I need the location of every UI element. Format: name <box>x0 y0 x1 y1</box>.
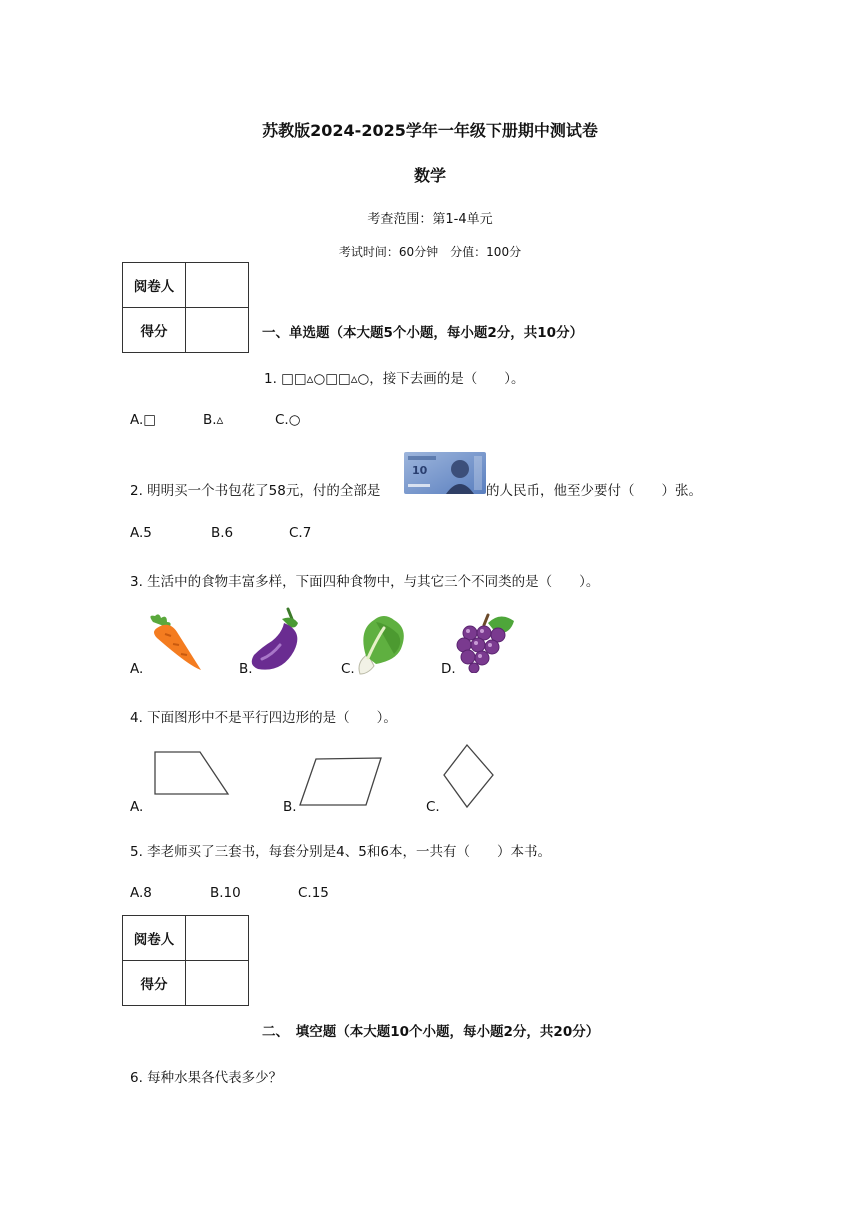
cabbage-icon <box>354 610 408 676</box>
banknote-10-yuan-image <box>404 452 486 494</box>
subject-title: 数学 <box>413 166 446 185</box>
eggplant-icon <box>248 607 306 673</box>
q3-option-a: A. <box>130 661 144 677</box>
reviewer-label: 阅卷人 <box>123 263 186 308</box>
q4-option-b: B. <box>283 799 297 815</box>
banknote-label: 10 <box>412 464 428 477</box>
exam-scope: 考查范围：第1-4单元 <box>367 212 493 227</box>
parallelogram-shape <box>298 756 384 808</box>
q4-option-c: C. <box>426 799 440 815</box>
question-4-text: 4. 下面图形中不是平行四边形的是（ ）。 <box>130 710 397 726</box>
question-2-text-before: 2. 明明买一个书包花了58元，付的全部是 <box>130 483 381 499</box>
q5-option-a: A.8 <box>130 885 152 901</box>
question-3-text: 3. 生活中的食物丰富多样，下面四种食物中，与其它三个不同类的是（ ）。 <box>130 574 600 590</box>
question-5-text: 5. 李老师买了三套书，每套分别是4、5和6本，一共有（ ）本书。 <box>130 844 551 860</box>
q3-option-c: C. <box>341 661 355 677</box>
score-cell[interactable] <box>186 308 249 353</box>
section-2-heading: 二、 填空题（本大题10个小题，每小题2分，共20分） <box>262 1024 600 1040</box>
q1-option-b: B.▵ <box>203 412 224 428</box>
reviewer-cell[interactable] <box>186 916 249 961</box>
q2-option-c: C.7 <box>289 525 312 541</box>
question-1-text: 1. □□▵○□□▵○，接下去画的是（ ）。 <box>264 371 525 387</box>
q4-option-a: A. <box>130 799 144 815</box>
q2-option-a: A.5 <box>130 525 152 541</box>
score-label: 得分 <box>123 308 186 353</box>
grape-icon <box>454 611 518 673</box>
question-2-text-after: 的人民币，他至少要付（ ）张。 <box>486 483 702 499</box>
score-label: 得分 <box>123 961 186 1006</box>
q2-option-b: B.6 <box>211 525 234 541</box>
page-title: 苏教版2024-2025学年一年级下册期中测试卷 <box>262 121 598 140</box>
score-table-2 <box>122 915 249 1006</box>
section-1-heading: 一、单选题（本大题5个小题，每小题2分，共10分） <box>262 325 584 341</box>
q3-option-d: D. <box>441 661 456 677</box>
q1-option-a: A.□ <box>130 412 157 428</box>
reviewer-cell[interactable] <box>186 263 249 308</box>
reviewer-label: 阅卷人 <box>123 916 186 961</box>
rhombus-shape <box>442 743 496 809</box>
score-table-1 <box>122 262 249 353</box>
exam-time-info: 考试时间：60分钟 分值：100分 <box>338 245 522 259</box>
q1-option-c: C.○ <box>275 412 301 428</box>
score-cell[interactable] <box>186 961 249 1006</box>
q5-option-c: C.15 <box>298 885 329 901</box>
q3-option-b: B. <box>239 661 253 677</box>
q5-option-b: B.10 <box>210 885 241 901</box>
trapezoid-shape <box>152 750 232 798</box>
carrot-icon <box>143 612 205 674</box>
question-6-text: 6. 每种水果各代表多少？ <box>130 1070 283 1086</box>
